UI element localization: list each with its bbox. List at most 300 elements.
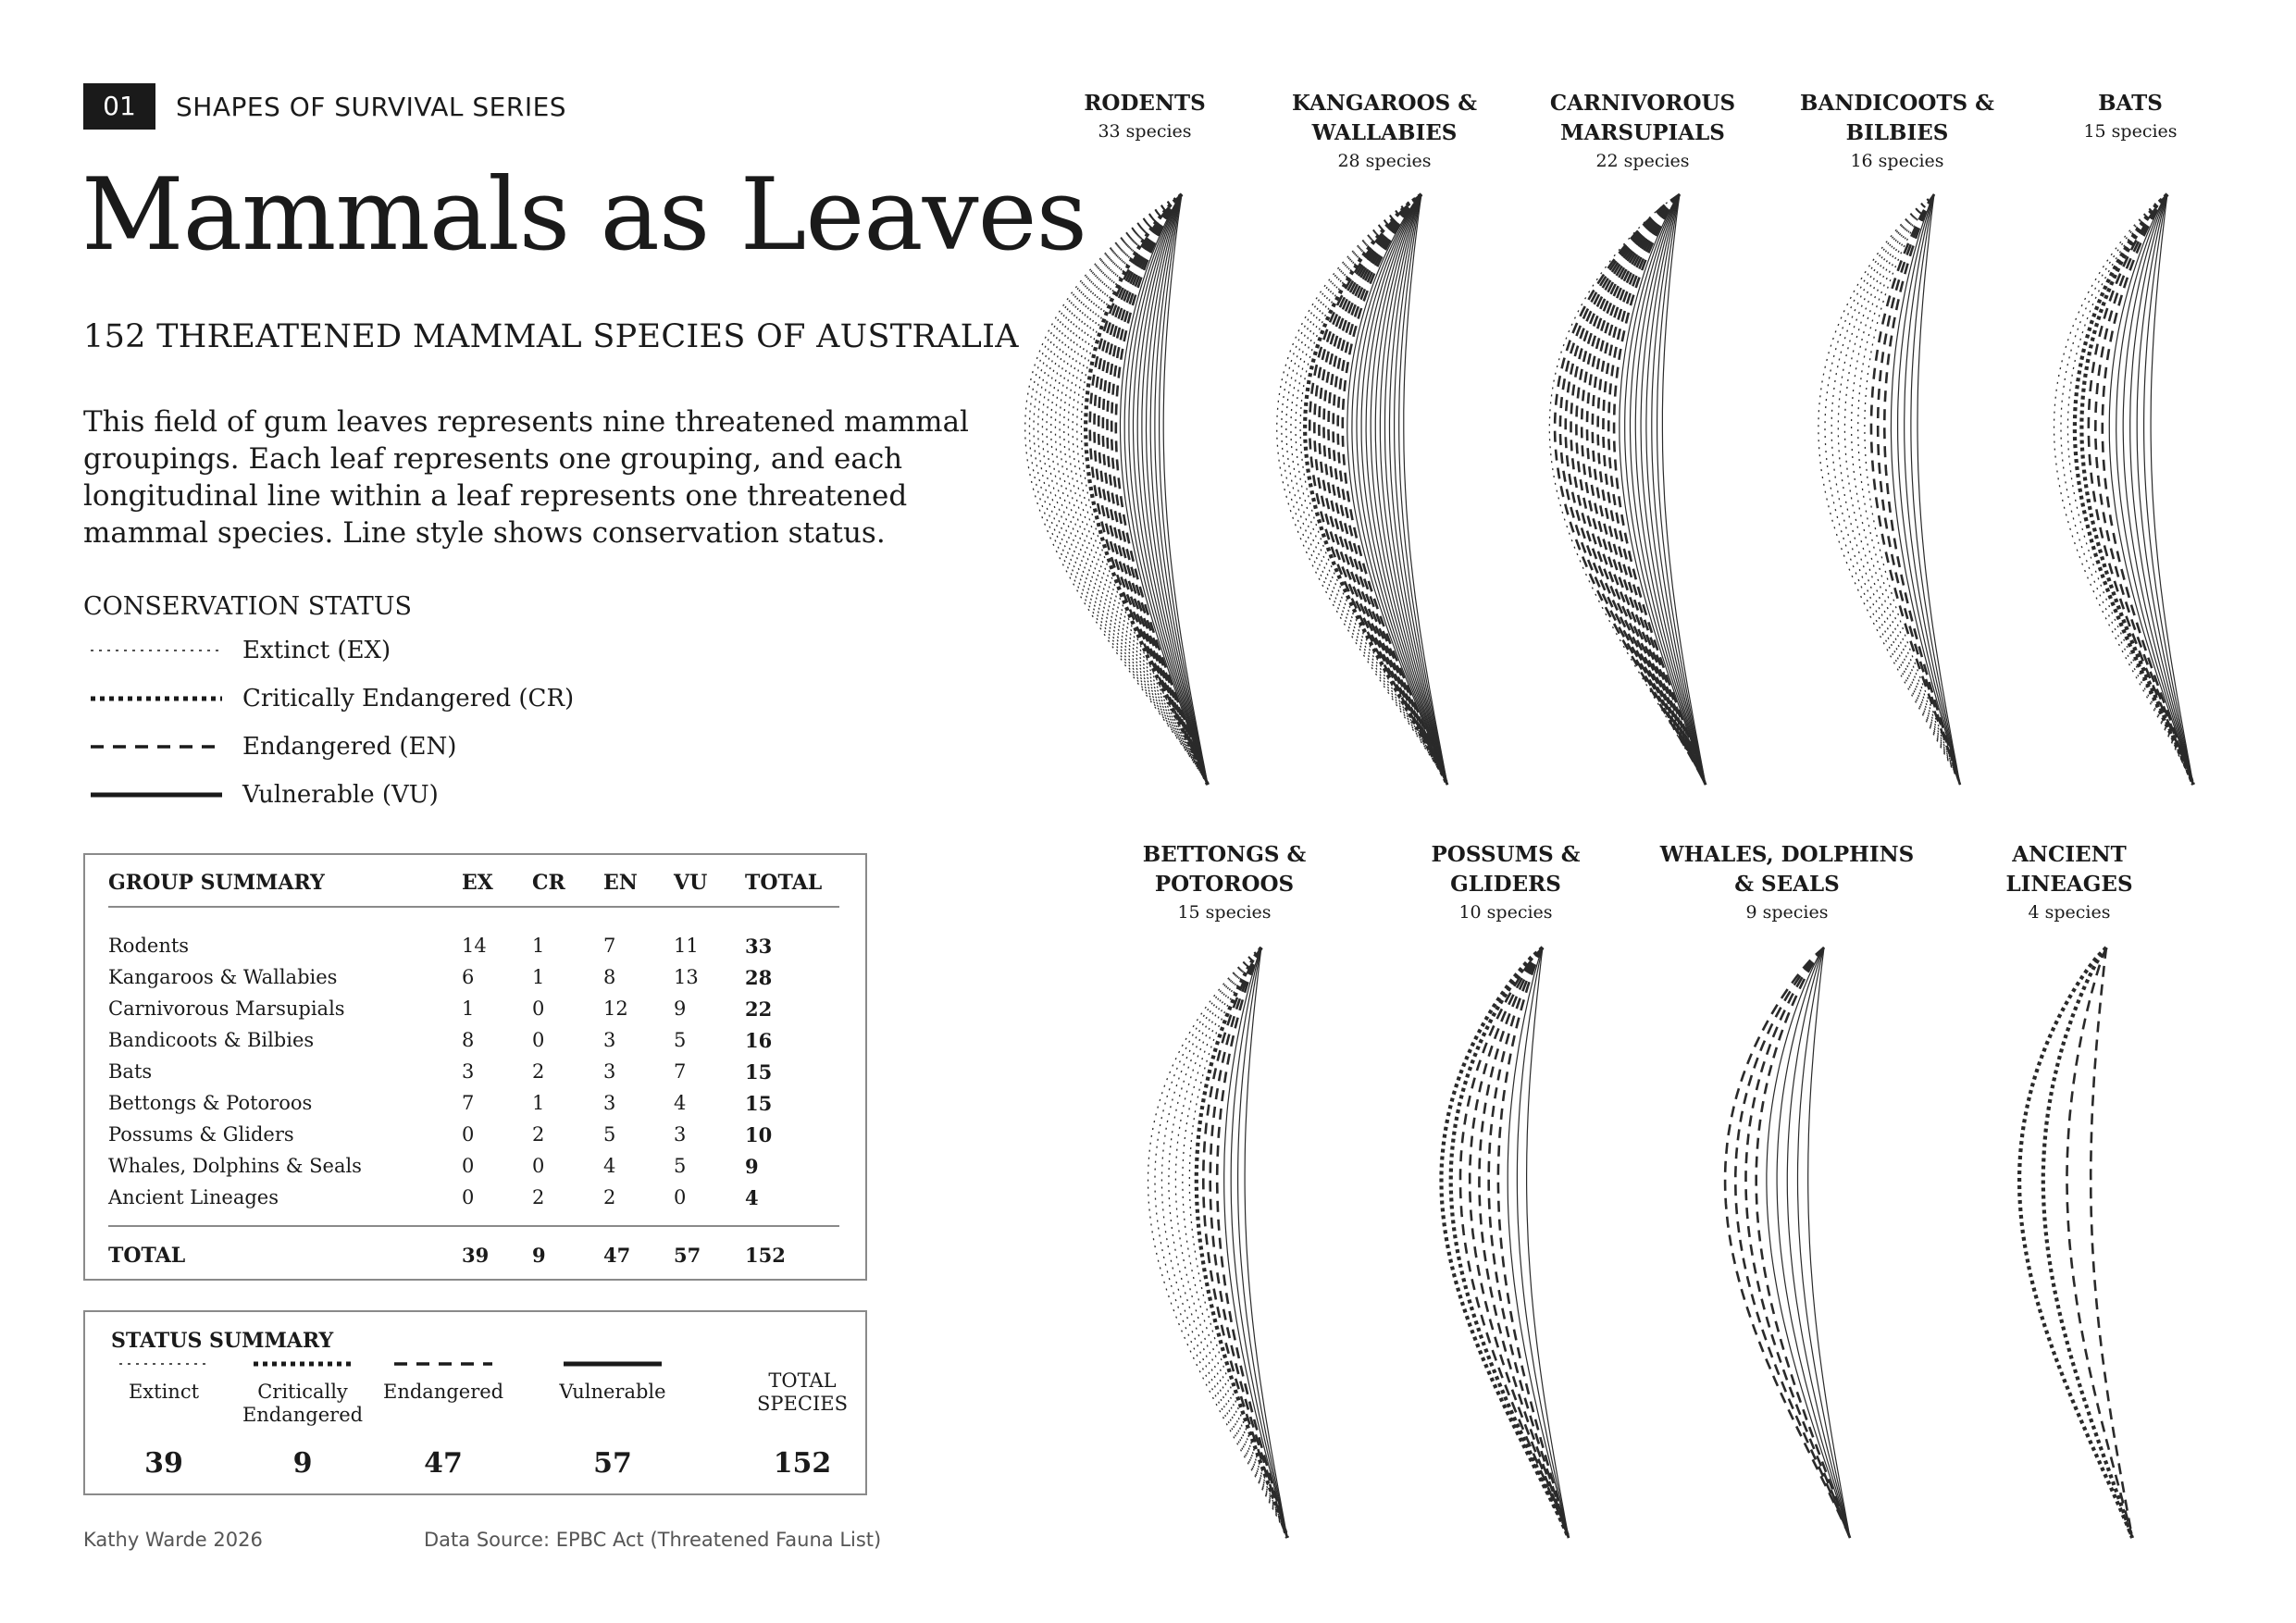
species-line-en bbox=[2095, 194, 2193, 785]
species-line-en bbox=[1116, 194, 1208, 785]
leaf-species-count: 15 species bbox=[2083, 121, 2178, 142]
species-line-en bbox=[2067, 948, 2133, 1538]
leaf-whales-dolphins-seals bbox=[1725, 948, 1850, 1538]
series-label: SHAPES OF SURVIVAL SERIES bbox=[176, 92, 567, 122]
table-row-name: Kangaroos & Wallabies bbox=[108, 966, 338, 988]
species-line-ex bbox=[1025, 194, 1208, 785]
species-line-en bbox=[1576, 194, 1706, 785]
legend-item-vu bbox=[89, 776, 439, 813]
table-cell-en: 3 bbox=[603, 1029, 616, 1051]
table-cell-ex: 1 bbox=[462, 997, 475, 1020]
leaf-possums-gliders bbox=[1442, 948, 1570, 1538]
status-count: 47 bbox=[424, 1447, 463, 1480]
table-cell-cr: 9 bbox=[532, 1244, 546, 1267]
species-line-vu bbox=[1787, 948, 1850, 1538]
species-line-cr bbox=[2043, 948, 2132, 1538]
species-line-ex bbox=[1155, 948, 1287, 1538]
species-line-ex bbox=[1068, 194, 1208, 785]
leaf-title: WALLABIES bbox=[1311, 120, 1458, 145]
species-line-ex bbox=[1148, 948, 1288, 1538]
species-line-ex bbox=[1064, 194, 1208, 785]
table-cell-cr: 0 bbox=[532, 1029, 545, 1051]
leaf-title: MARSUPIALS bbox=[1560, 120, 1725, 145]
legend-item-ex bbox=[89, 632, 391, 669]
table-cell-vu: 9 bbox=[674, 997, 687, 1020]
group-summary-title: GROUP SUMMARY bbox=[108, 871, 325, 895]
table-cell-vu: 0 bbox=[674, 1186, 687, 1208]
species-line-en bbox=[1203, 948, 1287, 1538]
species-line-vu bbox=[1652, 194, 1706, 785]
status-item-en bbox=[383, 1369, 503, 1404]
leaf-title: RODENTS bbox=[1084, 91, 1206, 116]
leaf-title: POSSUMS & bbox=[1431, 842, 1581, 867]
species-line-en bbox=[1593, 194, 1706, 785]
legend-swatch-cr bbox=[89, 689, 224, 708]
species-line-cr bbox=[1197, 948, 1287, 1538]
species-line-en bbox=[1329, 194, 1448, 785]
species-line-ex bbox=[1818, 194, 1960, 785]
legend-title: CONSERVATION STATUS bbox=[83, 592, 413, 621]
species-line-vu bbox=[2144, 194, 2193, 785]
table-total-rule bbox=[108, 1225, 839, 1227]
column-header-total: TOTAL bbox=[745, 871, 823, 895]
table-cell-en: 5 bbox=[603, 1123, 616, 1146]
leaf-species-count: 33 species bbox=[1098, 121, 1192, 142]
status-swatch-ex bbox=[118, 1355, 210, 1373]
status-count: 39 bbox=[144, 1447, 183, 1480]
status-count: 9 bbox=[292, 1447, 313, 1480]
species-line-en bbox=[1587, 194, 1706, 785]
species-line-ex bbox=[1161, 948, 1287, 1538]
species-line-ex bbox=[1852, 194, 1960, 785]
species-line-en bbox=[1878, 194, 1960, 785]
leaf-species-count: 10 species bbox=[1458, 902, 1553, 923]
species-line-en bbox=[1598, 194, 1706, 785]
species-line-en bbox=[1725, 948, 1850, 1538]
species-line-cr bbox=[1305, 194, 1447, 785]
page-subtitle: 152 THREATENED MAMMAL SPECIES OF AUSTRALIA bbox=[83, 318, 1019, 355]
column-header-en: EN bbox=[603, 871, 638, 895]
species-line-vu bbox=[1380, 194, 1447, 785]
status-total-label: TOTAL SPECIES bbox=[757, 1369, 848, 1415]
leaf-species-count: 28 species bbox=[1337, 151, 1432, 171]
table-cell-ex: 3 bbox=[462, 1060, 475, 1083]
species-line-vu bbox=[1375, 194, 1447, 785]
species-line-en bbox=[1090, 194, 1208, 785]
status-swatch-cr bbox=[252, 1355, 354, 1373]
leaf-title: WHALES, DOLPHINS bbox=[1659, 842, 1915, 867]
species-line-en bbox=[1571, 194, 1706, 785]
status-total-count: 152 bbox=[773, 1447, 832, 1480]
species-line-ex bbox=[1077, 194, 1208, 785]
species-line-en bbox=[1608, 194, 1706, 785]
table-header-rule bbox=[108, 906, 839, 908]
table-cell-ex: 0 bbox=[462, 1186, 475, 1208]
table-cell-total: 15 bbox=[745, 1060, 773, 1084]
species-line-ex bbox=[1081, 194, 1208, 785]
species-line-vu bbox=[1238, 948, 1287, 1538]
species-line-ex bbox=[2061, 194, 2193, 785]
leaf-label-block bbox=[1648, 840, 1926, 925]
species-line-ex bbox=[1858, 194, 1960, 785]
species-line-vu bbox=[1147, 194, 1209, 785]
species-line-en bbox=[1582, 194, 1706, 785]
table-cell-total: 33 bbox=[745, 935, 773, 958]
species-line-en bbox=[2091, 948, 2132, 1538]
species-line-ex bbox=[1051, 194, 1208, 785]
leaf-species-count: 16 species bbox=[1850, 151, 1944, 171]
species-line-en bbox=[1884, 194, 1960, 785]
status-label: Critically bbox=[257, 1381, 348, 1403]
species-line-ex bbox=[1189, 948, 1287, 1538]
species-line-vu bbox=[2123, 194, 2193, 785]
status-swatch-vu bbox=[562, 1355, 664, 1373]
leaf-species-count: 4 species bbox=[2028, 902, 2111, 923]
status-label: Vulnerable bbox=[559, 1381, 666, 1403]
species-line-cr bbox=[2019, 948, 2132, 1538]
table-cell-en: 12 bbox=[603, 997, 628, 1020]
table-row-name: Carnivorous Marsupials bbox=[108, 997, 345, 1020]
table-cell-total: 16 bbox=[745, 1029, 773, 1052]
species-line-cr bbox=[2075, 194, 2193, 785]
table-cell-total: 152 bbox=[745, 1244, 786, 1267]
species-line-vu bbox=[1620, 194, 1706, 785]
table-cell-en: 2 bbox=[603, 1186, 616, 1208]
species-line-vu bbox=[1808, 948, 1850, 1538]
leaf-rodents bbox=[1025, 194, 1208, 785]
legend-swatch-en bbox=[89, 737, 224, 756]
legend-label: Extinct (EX) bbox=[242, 637, 391, 664]
species-line-vu bbox=[1121, 194, 1209, 785]
species-line-en bbox=[2089, 194, 2193, 785]
table-cell-ex: 8 bbox=[462, 1029, 475, 1051]
species-line-vu bbox=[1662, 194, 1706, 785]
leaf-label-block bbox=[1504, 89, 1781, 174]
species-line-en bbox=[1614, 194, 1706, 785]
species-line-ex bbox=[1055, 194, 1208, 785]
table-cell-en: 3 bbox=[603, 1060, 616, 1083]
species-line-ex bbox=[1169, 948, 1287, 1538]
table-cell-en: 7 bbox=[603, 935, 616, 957]
leaf-title: & SEALS bbox=[1734, 872, 1840, 897]
species-line-vu bbox=[1399, 194, 1447, 785]
species-line-en bbox=[1343, 194, 1447, 785]
leaf-title: POTOROOS bbox=[1154, 872, 1295, 897]
species-line-vu bbox=[1357, 194, 1447, 785]
species-line-vu bbox=[1635, 194, 1706, 785]
species-line-vu bbox=[1767, 948, 1850, 1538]
species-line-cr bbox=[1451, 948, 1569, 1538]
species-line-en bbox=[1498, 948, 1569, 1538]
status-summary-title: STATUS SUMMARY bbox=[111, 1329, 334, 1353]
table-total-label: TOTAL bbox=[108, 1244, 186, 1268]
leaf-bettongs-potoroos bbox=[1148, 948, 1288, 1538]
species-line-en bbox=[1103, 194, 1208, 785]
species-line-vu bbox=[1646, 194, 1706, 785]
species-line-en bbox=[1756, 948, 1850, 1538]
table-cell-total: 28 bbox=[745, 966, 773, 989]
species-line-vu bbox=[1898, 194, 1960, 785]
species-line-ex bbox=[1034, 194, 1208, 785]
table-cell-total: 22 bbox=[745, 997, 773, 1021]
column-header-cr: CR bbox=[532, 871, 565, 895]
table-cell-ex: 6 bbox=[462, 966, 475, 988]
species-line-cr bbox=[2081, 194, 2193, 785]
table-cell-total: 10 bbox=[745, 1123, 773, 1146]
table-cell-vu: 57 bbox=[674, 1244, 701, 1267]
leaf-species-count: 22 species bbox=[1595, 151, 1690, 171]
table-cell-cr: 1 bbox=[532, 935, 545, 957]
leaf-title: KANGAROOS & bbox=[1292, 91, 1477, 116]
species-line-vu bbox=[1798, 948, 1851, 1538]
species-line-vu bbox=[1231, 948, 1287, 1538]
leaf-title: BILBIES bbox=[1845, 120, 1949, 145]
leaf-label-block bbox=[1086, 840, 1363, 925]
species-line-vu bbox=[1160, 194, 1208, 785]
species-line-vu bbox=[1124, 194, 1208, 785]
species-line-vu bbox=[1517, 948, 1569, 1538]
species-line-ex bbox=[1825, 194, 1960, 785]
species-line-vu bbox=[1625, 194, 1706, 785]
table-row-name: Ancient Lineages bbox=[108, 1186, 279, 1208]
leaf-bandicoots-bilbies bbox=[1818, 194, 1960, 785]
leaf-label-block bbox=[1246, 89, 1523, 174]
species-line-vu bbox=[1347, 194, 1447, 785]
species-line-en bbox=[2103, 194, 2193, 785]
table-row-name: Bandicoots & Bilbies bbox=[108, 1029, 315, 1051]
leaf-species-count: 15 species bbox=[1177, 902, 1272, 923]
species-line-vu bbox=[1395, 194, 1447, 785]
species-line-vu bbox=[1352, 194, 1447, 785]
status-item-cr bbox=[233, 1369, 372, 1427]
species-line-ex bbox=[1047, 194, 1208, 785]
table-row-name: Bettongs & Potoroos bbox=[108, 1092, 313, 1114]
table-cell-en: 3 bbox=[603, 1092, 616, 1114]
species-line-vu bbox=[1777, 948, 1850, 1538]
legend-item-en bbox=[89, 728, 456, 765]
species-line-en bbox=[1338, 194, 1447, 785]
species-line-vu bbox=[1911, 194, 1960, 785]
species-line-en bbox=[1324, 194, 1448, 785]
legend-label: Endangered (EN) bbox=[242, 733, 457, 761]
table-cell-total: 15 bbox=[745, 1092, 773, 1115]
table-cell-cr: 2 bbox=[532, 1123, 545, 1146]
species-line-vu bbox=[1527, 948, 1569, 1538]
species-line-en bbox=[1489, 948, 1569, 1538]
footer-source: Data Source: EPBC Act (Threatened Fauna List) bbox=[424, 1529, 882, 1551]
leaf-species-count: 9 species bbox=[1745, 902, 1829, 923]
species-line-ex bbox=[1300, 194, 1447, 785]
species-line-ex bbox=[1831, 194, 1960, 785]
species-line-ex bbox=[1029, 194, 1208, 785]
table-cell-total: 9 bbox=[745, 1155, 759, 1178]
species-line-vu bbox=[2116, 194, 2193, 785]
species-line-vu bbox=[1366, 194, 1447, 785]
species-line-vu bbox=[1155, 194, 1208, 785]
table-row-name: Rodents bbox=[108, 935, 190, 957]
table-cell-cr: 2 bbox=[532, 1186, 545, 1208]
species-line-en bbox=[1210, 948, 1287, 1538]
species-line-en bbox=[1111, 194, 1208, 785]
species-line-vu bbox=[1891, 194, 1960, 785]
species-line-en bbox=[1319, 194, 1447, 785]
species-line-en bbox=[1217, 948, 1287, 1538]
table-cell-vu: 4 bbox=[674, 1092, 687, 1114]
species-line-vu bbox=[2151, 194, 2193, 785]
series-number-badge: 01 bbox=[83, 83, 155, 130]
species-line-vu bbox=[1361, 194, 1447, 785]
species-line-ex bbox=[1060, 194, 1208, 785]
table-cell-ex: 0 bbox=[462, 1123, 475, 1146]
species-line-ex bbox=[1838, 194, 1960, 785]
species-line-en bbox=[1095, 194, 1209, 785]
column-header-vu: VU bbox=[674, 871, 708, 895]
leaf-title: BETTONGS & bbox=[1142, 842, 1307, 867]
species-line-en bbox=[1871, 194, 1960, 785]
column-header-ex: EX bbox=[462, 871, 493, 895]
species-line-ex bbox=[1042, 194, 1208, 785]
species-line-ex bbox=[1073, 194, 1208, 785]
table-cell-cr: 2 bbox=[532, 1060, 545, 1083]
table-cell-cr: 0 bbox=[532, 997, 545, 1020]
species-line-en bbox=[1470, 948, 1569, 1538]
leaf-title: ANCIENT bbox=[2012, 842, 2127, 867]
species-line-cr bbox=[1086, 194, 1208, 785]
species-line-ex bbox=[1277, 194, 1447, 785]
species-line-vu bbox=[1641, 194, 1706, 785]
leaf-title: BATS bbox=[2098, 91, 2163, 116]
species-line-en bbox=[1603, 194, 1706, 785]
group-summary-table bbox=[83, 853, 867, 1281]
table-cell-vu: 3 bbox=[674, 1123, 687, 1146]
table-cell-en: 8 bbox=[603, 966, 616, 988]
species-line-en bbox=[1555, 194, 1706, 785]
leaf-label-block bbox=[1367, 840, 1644, 925]
species-line-vu bbox=[1150, 194, 1208, 785]
species-line-vu bbox=[1385, 194, 1448, 785]
species-line-ex bbox=[1038, 194, 1208, 785]
leaf-title: CARNIVOROUS bbox=[1549, 91, 1736, 116]
status-swatch-en bbox=[392, 1355, 494, 1373]
species-line-vu bbox=[1390, 194, 1448, 785]
species-line-vu bbox=[1631, 194, 1706, 785]
table-cell-ex: 7 bbox=[462, 1092, 475, 1114]
species-line-vu bbox=[1371, 194, 1447, 785]
description: This field of gum leaves represents nine threatened mammal groupings. Each leaf represents one grouping, and each longitudinal line within a leaf represents one threatened mammal species. Line style shows conservation status. bbox=[83, 405, 969, 550]
status-item-ex bbox=[104, 1369, 224, 1404]
species-line-en bbox=[1746, 948, 1851, 1538]
status-label: Endangered bbox=[383, 1381, 504, 1403]
legend-swatch-vu bbox=[89, 786, 224, 804]
table-cell-vu: 7 bbox=[674, 1060, 687, 1083]
table-cell-vu: 11 bbox=[674, 935, 699, 957]
leaf-title: LINEAGES bbox=[2005, 872, 2133, 897]
species-line-ex bbox=[1175, 948, 1287, 1538]
legend-label: Vulnerable (VU) bbox=[242, 781, 439, 809]
species-line-ex bbox=[2054, 194, 2194, 785]
table-cell-ex: 0 bbox=[462, 1155, 475, 1177]
status-count: 57 bbox=[593, 1447, 632, 1480]
table-cell-total: 4 bbox=[745, 1186, 759, 1209]
species-line-ex bbox=[1291, 194, 1447, 785]
species-line-en bbox=[1566, 194, 1706, 785]
page-title: Mammals as Leaves bbox=[81, 157, 1086, 273]
legend-item-cr bbox=[89, 680, 574, 717]
status-label: Extinct bbox=[128, 1381, 200, 1403]
species-line-ex bbox=[1549, 194, 1706, 785]
species-line-vu bbox=[1163, 194, 1208, 785]
species-line-ex bbox=[2067, 194, 2193, 785]
species-line-vu bbox=[1404, 194, 1447, 785]
table-cell-en: 4 bbox=[603, 1155, 616, 1177]
species-line-vu bbox=[1657, 194, 1706, 785]
leaf-ancient-lineages bbox=[2019, 948, 2132, 1538]
table-cell-ex: 14 bbox=[462, 935, 487, 957]
species-line-en bbox=[1334, 194, 1447, 785]
species-line-cr bbox=[1442, 948, 1570, 1538]
table-cell-en: 47 bbox=[603, 1244, 631, 1267]
leaf-carnivorous-marsupials bbox=[1549, 194, 1706, 785]
species-line-vu bbox=[1905, 194, 1960, 785]
species-line-en bbox=[1560, 194, 1706, 785]
table-row-name: Whales, Dolphins & Seals bbox=[108, 1155, 362, 1177]
species-line-vu bbox=[2137, 194, 2193, 785]
species-line-ex bbox=[1286, 194, 1447, 785]
species-line-en bbox=[1309, 194, 1447, 785]
table-cell-cr: 1 bbox=[532, 966, 545, 988]
species-line-en bbox=[1108, 194, 1209, 785]
leaf-title: GLIDERS bbox=[1450, 872, 1561, 897]
species-line-ex bbox=[1282, 194, 1447, 785]
leaf-kangaroos-wallabies bbox=[1277, 194, 1447, 785]
species-line-vu bbox=[1245, 948, 1287, 1538]
table-cell-cr: 0 bbox=[532, 1155, 545, 1177]
status-item-vu bbox=[539, 1369, 687, 1404]
leaf-label-block bbox=[1006, 89, 1284, 144]
species-line-ex bbox=[1865, 194, 1960, 785]
table-cell-cr: 1 bbox=[532, 1092, 545, 1114]
table-row-name: Possums & Gliders bbox=[108, 1123, 294, 1146]
species-line-en bbox=[1479, 948, 1569, 1538]
species-line-vu bbox=[1508, 948, 1569, 1538]
status-summary bbox=[83, 1310, 867, 1495]
species-line-vu bbox=[1134, 194, 1209, 785]
species-line-vu bbox=[1917, 194, 1960, 785]
table-cell-vu: 5 bbox=[674, 1155, 687, 1177]
table-cell-vu: 13 bbox=[674, 966, 699, 988]
table-cell-vu: 5 bbox=[674, 1029, 687, 1051]
leaf-title: BANDICOOTS & bbox=[1800, 91, 1994, 116]
species-line-en bbox=[1098, 194, 1208, 785]
status-label: Endangered bbox=[242, 1404, 364, 1426]
species-line-en bbox=[1460, 948, 1569, 1538]
species-line-vu bbox=[1137, 194, 1208, 785]
species-line-vu bbox=[2109, 194, 2193, 785]
table-cell-ex: 39 bbox=[462, 1244, 490, 1267]
footer-author: Kathy Warde 2026 bbox=[83, 1529, 263, 1551]
legend-label: Critically Endangered (CR) bbox=[242, 685, 575, 712]
leaf-bats bbox=[2054, 194, 2194, 785]
species-line-vu bbox=[1129, 194, 1208, 785]
species-line-en bbox=[1735, 948, 1850, 1538]
species-line-en bbox=[1314, 194, 1447, 785]
species-line-ex bbox=[1296, 194, 1447, 785]
leaf-label-block bbox=[1930, 840, 2208, 925]
species-line-ex bbox=[1183, 948, 1287, 1538]
species-line-vu bbox=[1224, 948, 1287, 1538]
species-line-vu bbox=[1142, 194, 1208, 785]
legend-swatch-ex bbox=[89, 641, 224, 660]
